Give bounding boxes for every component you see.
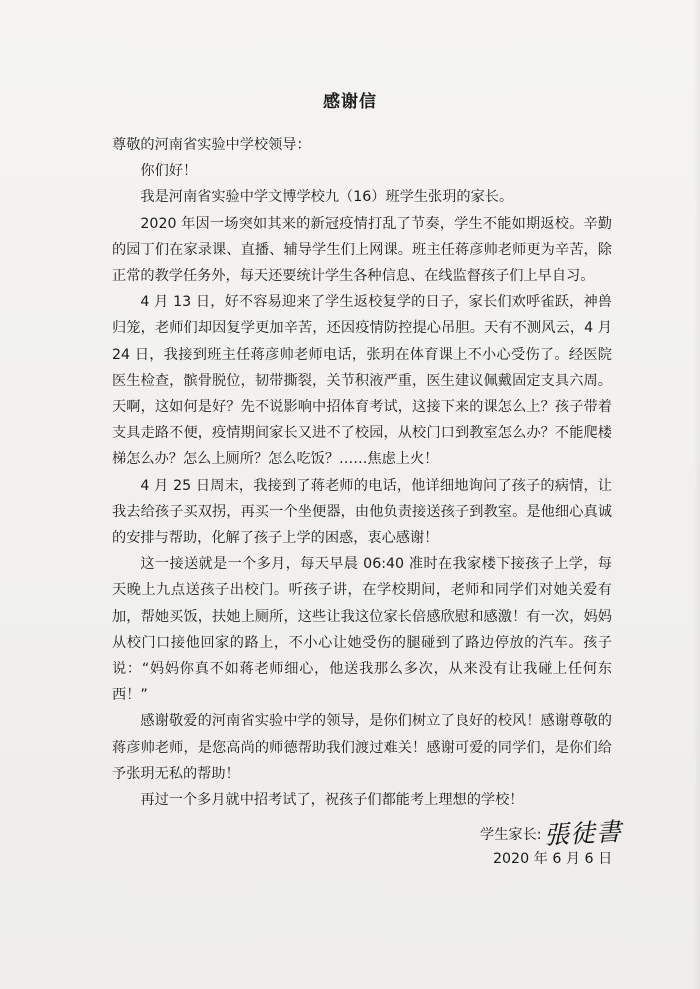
paragraph-daily-care: 这一接送就是一个多月，每天早晨 06:40 准时在我家楼下接孩子上学，每天晚上九点送孩子出校门。听孩子讲，在学校期间，老师和同学们对她关爱有加，帮她买饭，扶她上厕所，这些让我这位家长倍感欣慰和感激！有一次，妈妈从校门口接他回家的路上，不小心让她受伤的腿碰到了路边停放的汽车。孩子说：“妈妈你真不如蒋老师细心，他送我那么多次，从来没有让我碰上任何东西！” bbox=[112, 556, 612, 704]
paragraph-wishes: 再过一个多月就中招考试了，祝孩子们都能考上理想的学校！ bbox=[140, 792, 524, 809]
letter-title: 感谢信 bbox=[323, 92, 377, 112]
signature-label: 学生家长: bbox=[480, 827, 542, 843]
salutation: 尊敬的河南省实验中学校领导： bbox=[112, 137, 311, 153]
paragraph-teacher-help: 4 月 25 日周末，我接到了蒋老师的电话，他详细地询问了孩子的病情，让我去给孩子买双拐，再买一个坐便器，由他负责接送孩子到教室。是他细心真诚的安排与帮助，化解了孩子上学的困惑，衷心感谢！ bbox=[112, 477, 612, 547]
paragraph-injury: 4 月 13 日，好不容易迎来了学生返校复学的日子，家长们欢呼雀跃，神兽归笼，老师们却因复学更加辛苦，还因疫情防控提心吊胆。天有不测风云，4 月 24 日，我接到班主任蒋彦帅老师电话，张玥在体育课上不小心受伤了。经医院医生检查，髌骨脱位，韧带撕裂，关节积液严重，医生建议佩戴固定支具六周。天啊，这如何是好？先不说影响中招体育考试，这接下来的课怎么上？孩子带着支具走路不便，疫情期间家长又进不了校园，从校门口到教室怎么办？不能爬楼梯怎么办？怎么上厕所？怎么吃饭？……焦虑上火！ bbox=[112, 294, 612, 468]
paragraph-greeting: 你们好！ bbox=[140, 163, 198, 180]
handwritten-signature: 張徒書 bbox=[542, 816, 623, 851]
scan-edge-shadow bbox=[694, 0, 700, 989]
letter-body bbox=[112, 132, 612, 813]
paragraph-thanks: 感谢敬爱的河南省实验中学的领导，是你们树立了良好的校风！感谢尊敬的蒋彦帅老师，是您高尚的师德帮助我们渡过难关！感谢可爱的同学们，是你们给予张玥无私的帮助！ bbox=[112, 713, 612, 782]
paragraph-introduction: 我是河南省实验中学文博学校九（16）班学生张玥的家长。 bbox=[140, 189, 514, 206]
paragraph-pandemic: 2020 年因一场突如其来的新冠疫情打乱了节奏，学生不能如期返校。辛勤的园丁们在家录课、直播、辅导学生们上网课。班主任蒋彦帅老师更为辛苦，除正常的教学任务外，每天还要统计学生各种信息、在线监督孩子们上早自习。 bbox=[112, 215, 612, 285]
letter-date: 2020 年 6 月 6 日 bbox=[493, 851, 613, 867]
signature-block bbox=[480, 818, 622, 850]
